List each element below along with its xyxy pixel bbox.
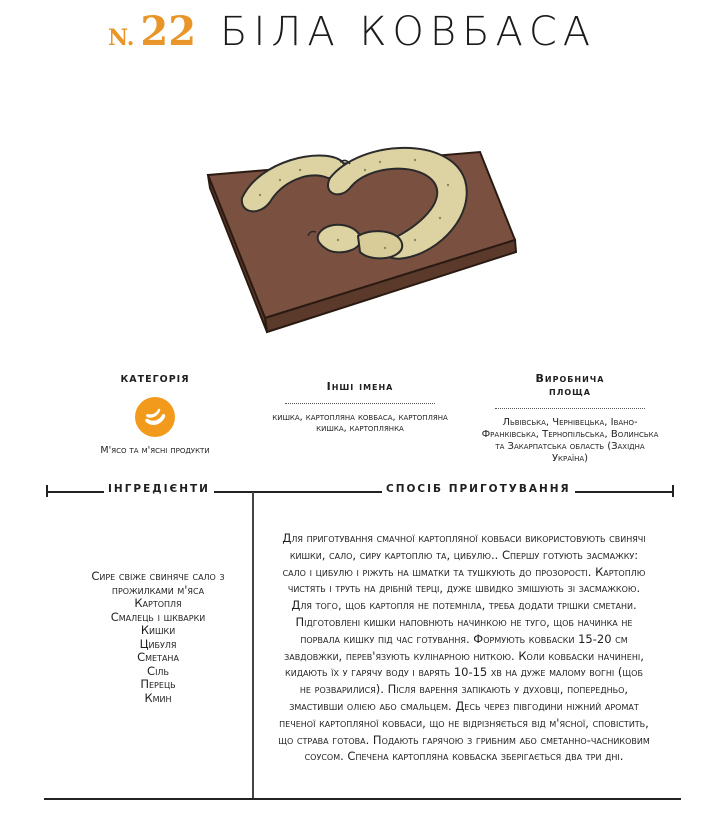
ingredient-item: Перець [140,677,176,691]
ingredient-item: Смалець і шкварки [110,609,206,624]
other-names-block [270,380,450,434]
page-header [108,8,596,60]
sausage-on-board-illustration [190,140,530,350]
column-divider [252,492,254,799]
ingredient-item: Сире свіже свиняче сало з прожилками м'яса [91,569,225,597]
ingredients-heading: ІНГРЕДІЄНТИ [104,483,214,495]
sausage-small [318,225,361,253]
sausage-end [358,231,402,258]
ingredient-item: Сметана [137,650,179,664]
recipe-number: 22 [140,8,197,55]
production-area-label: Виробнича площа [535,372,605,398]
ingredient-item: Сіль [147,663,169,678]
method-text: Для приготування смачної картопляної ковбаси використовують свинячі кишки, сало, сиру картоплю та, цибулю.. Спершу готують засмажку: сало і цибулю і ріжуть на шматки та тушкують до прозорості. Картоплю чистять і труть на дрібній терці, дуже швидко змішують зі засмажкою. Для того, щоб картопля не потемніла, треба додати трішки сметани. Підготовлені кишки наповнють начинкою не туго, щоб начинка не порвала кишку під час готування. Формують ковбаски 15-20 см завдовжки, перев'язують кулінарною ниткою. Коли ковбаски начинені, кидають їх у гарячу воду і варять 10-15 хв на дуже малому вогні (щоб не розварилися). Після варення запікають у духовці, попередньо, змастивши олією або смальцем. Десь через пiвгодини ніжний аромат печеної картопляної ковбаси, що не відрізняється від м'ясної, сповістить, що страва готова. Подають гарячою з грибним або сметанно-часниковим соусом. Спечена картопляна ковбаска зберігається два три дні. [278,531,650,764]
dotted-divider [495,408,645,409]
category-label: КАТЕГОРІЯ [120,374,190,385]
ingredient-item: Кишки [140,623,176,637]
ingredients-list [90,570,226,705]
ingredient-item: Цибуля [139,636,177,651]
bottom-divider [44,798,681,800]
method-heading: СПОСІБ ПРИГОТУВАННЯ [382,483,575,495]
sausage-icon [135,397,175,437]
number-prefix: N. [108,25,135,51]
page-title: БІЛА КОВБАСА [220,9,597,55]
dotted-divider [285,403,435,404]
production-area-block [480,372,660,465]
category-block [80,374,230,456]
section-bar [46,481,674,501]
other-names-label: Інші імена [326,380,394,393]
ingredient-item: Кмин [144,690,172,705]
category-value: М'ясо та м'ясні продукти [100,445,210,456]
ingredient-item: Картопля [134,596,182,610]
other-names-value: кишка, картопляна ковбаса, картопляна кишка, картоплянка [272,412,448,434]
production-area-value: Львівська, Чернівецька, Івано-Франківська, Тернопільська, Волинська та Закарпатська область (Західна Україна) [481,417,659,464]
